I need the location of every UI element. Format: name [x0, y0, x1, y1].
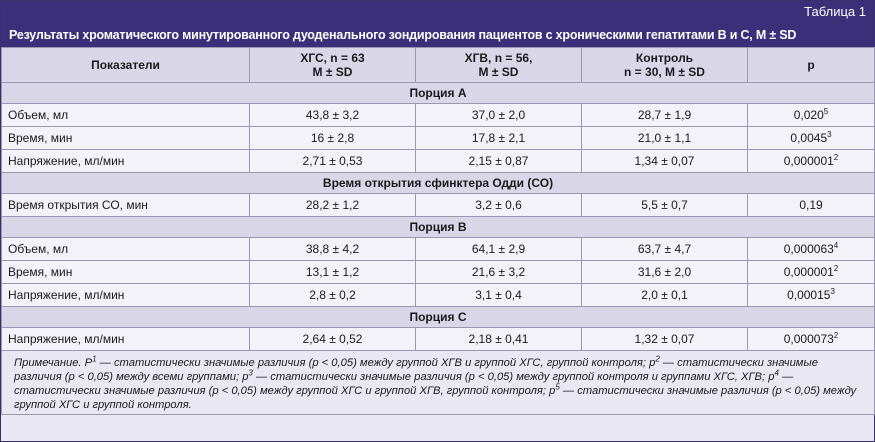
p-superscript: 2: [833, 331, 839, 340]
value-p: [748, 238, 875, 261]
value-control: 5,5 ± 0,7: [582, 194, 748, 217]
p-superscript: 3: [830, 287, 835, 296]
p-value: 0,000073: [783, 332, 834, 346]
table-title: Результаты хроматического минутированного дуоденального зондирования пациентов с хроническими гепатитами В и С, М ± SD: [1, 23, 874, 47]
value-hgv: 17,8 ± 2,1: [416, 127, 582, 150]
indicator-name: Время, мин: [2, 127, 250, 150]
section-row: [2, 83, 875, 104]
table-row: [2, 127, 875, 150]
value-control: 1,32 ± 0,07: [582, 328, 748, 351]
header-control: Контроль n = 30, M ± SD: [582, 48, 748, 83]
value-hgs: 28,2 ± 1,2: [250, 194, 416, 217]
value-control: 63,7 ± 4,7: [582, 238, 748, 261]
value-hgs: 13,1 ± 1,2: [250, 261, 416, 284]
table-row: [2, 104, 875, 127]
value-hgv: 37,0 ± 2,0: [416, 104, 582, 127]
value-control: 1,34 ± 0,07: [582, 150, 748, 173]
header-hgv: ХГВ, n = 56, M ± SD: [416, 48, 582, 83]
table-row: [2, 150, 875, 173]
note-row: [2, 351, 875, 415]
section-row: [2, 307, 875, 328]
table-row: [2, 194, 875, 217]
indicator-name: Напряжение, мл/мин: [2, 284, 250, 307]
value-control: 2,0 ± 0,1: [582, 284, 748, 307]
section-title: Время открытия сфинктера Одди (СО): [2, 173, 875, 194]
header-hgs: ХГС, n = 63 M ± SD: [250, 48, 416, 83]
p-superscript: 2: [833, 153, 839, 162]
p-superscript: 4: [833, 241, 839, 250]
value-hgv: 3,1 ± 0,4: [416, 284, 582, 307]
value-hgs: 2,8 ± 0,2: [250, 284, 416, 307]
value-hgs: 38,8 ± 4,2: [250, 238, 416, 261]
table-row: [2, 261, 875, 284]
table-body: [2, 83, 875, 351]
value-hgs: 2,71 ± 0,53: [250, 150, 416, 173]
p-value: 0,000001: [783, 154, 834, 168]
indicator-name: Время, мин: [2, 261, 250, 284]
table-row: [2, 328, 875, 351]
p-value: 0,020: [793, 108, 824, 122]
value-hgv: 64,1 ± 2,9: [416, 238, 582, 261]
p-superscript: 2: [833, 264, 839, 273]
results-table: [1, 47, 875, 415]
p-value: 0,000001: [783, 265, 834, 279]
value-p: [748, 104, 875, 127]
value-p: [748, 127, 875, 150]
header-row: [2, 48, 875, 83]
p-superscript: 3: [827, 130, 832, 139]
value-hgv: 21,6 ± 3,2: [416, 261, 582, 284]
section-title: Порция А: [2, 83, 875, 104]
p-value: 0,000063: [783, 242, 834, 256]
p-value: 0,00015: [787, 288, 831, 302]
indicator-name: Объем, мл: [2, 104, 250, 127]
indicator-name: Напряжение, мл/мин: [2, 150, 250, 173]
value-hgs: 43,8 ± 3,2: [250, 104, 416, 127]
indicator-name: Напряжение, мл/мин: [2, 328, 250, 351]
value-hgv: 3,2 ± 0,6: [416, 194, 582, 217]
value-p: [748, 261, 875, 284]
header-p: р: [748, 48, 875, 83]
value-p: [748, 284, 875, 307]
table-row: [2, 238, 875, 261]
value-control: 28,7 ± 1,9: [582, 104, 748, 127]
table-label: Таблица 1: [1, 1, 874, 23]
value-p: [748, 194, 875, 217]
indicator-name: Объем, мл: [2, 238, 250, 261]
value-control: 21,0 ± 1,1: [582, 127, 748, 150]
section-title: Порция В: [2, 217, 875, 238]
p-value: 0,0045: [790, 131, 828, 145]
value-hgv: 2,15 ± 0,87: [416, 150, 582, 173]
value-hgs: 16 ± 2,8: [250, 127, 416, 150]
section-title: Порция С: [2, 307, 875, 328]
indicator-name: Время открытия СО, мин: [2, 194, 250, 217]
value-p: [748, 150, 875, 173]
header-indicators: Показатели: [2, 48, 250, 83]
value-p: [748, 328, 875, 351]
value-hgv: 2,18 ± 0,41: [416, 328, 582, 351]
p-superscript: 5: [823, 107, 829, 116]
p-value: 0,19: [799, 198, 823, 212]
table-note: Примечание. $Р^1$ — статистически значимые различия (р < 0,05) между группой ХГВ и группой ХГС, группой контроля; $р^2$ — статистически значимые различия (р < 0,05) между всеми группами; $р^3$ — статистически значимые различия (р < 0,05) между группой контроля и группами ХГС, ХГВ; $р^4$ — статистически значимые различия (р < 0,05) между группой ХГС и группой ХГВ, группой контроля; $р^5$ — статистически значимые различия (р < 0,05) между группой ХГС и группой контроля.: [8, 353, 868, 412]
section-row: [2, 217, 875, 238]
value-hgs: 2,64 ± 0,52: [250, 328, 416, 351]
table-row: [2, 284, 875, 307]
value-control: 31,6 ± 2,0: [582, 261, 748, 284]
section-row: [2, 173, 875, 194]
